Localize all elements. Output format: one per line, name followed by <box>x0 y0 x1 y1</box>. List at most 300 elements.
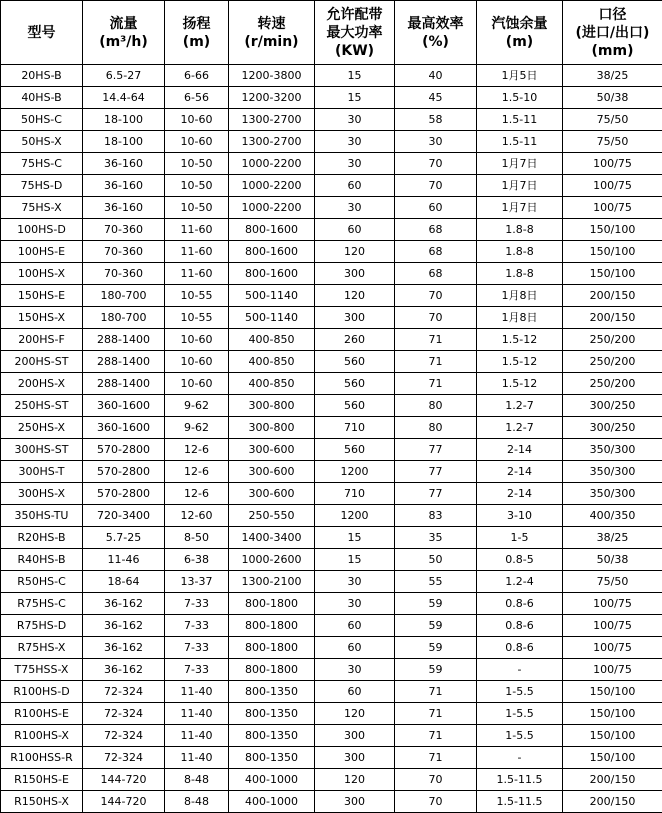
cell-efficiency: 58 <box>395 109 477 131</box>
table-row <box>1 483 662 505</box>
table-row <box>1 461 662 483</box>
cell-speed: 800-1600 <box>229 241 315 263</box>
cell-max-power: 300 <box>315 263 395 285</box>
cell-efficiency: 71 <box>395 373 477 395</box>
cell-npsh: 1.5-11 <box>477 131 563 153</box>
cell-speed: 400-1000 <box>229 769 315 791</box>
cell-diameter: 400/350 <box>563 505 662 527</box>
table-row <box>1 615 662 637</box>
cell-efficiency: 80 <box>395 417 477 439</box>
cell-efficiency: 80 <box>395 395 477 417</box>
cell-head: 8-48 <box>165 791 229 813</box>
col-header-flow: 流量 (m³/h) <box>83 1 165 65</box>
cell-efficiency: 71 <box>395 329 477 351</box>
cell-flow: 36-160 <box>83 197 165 219</box>
cell-model: R100HS-E <box>1 703 83 725</box>
cell-flow: 18-64 <box>83 571 165 593</box>
cell-efficiency: 45 <box>395 87 477 109</box>
cell-model: R150HS-X <box>1 791 83 813</box>
cell-diameter: 200/150 <box>563 769 662 791</box>
cell-flow: 360-1600 <box>83 395 165 417</box>
cell-speed: 1400-3400 <box>229 527 315 549</box>
cell-npsh: 1.5-11.5 <box>477 769 563 791</box>
table-row <box>1 351 662 373</box>
cell-npsh: 1.2-4 <box>477 571 563 593</box>
cell-efficiency: 71 <box>395 703 477 725</box>
cell-max-power: 120 <box>315 703 395 725</box>
col-header-npsh: 汽蚀余量 (m) <box>477 1 563 65</box>
cell-efficiency: 59 <box>395 593 477 615</box>
table-row <box>1 505 662 527</box>
cell-diameter: 38/25 <box>563 527 662 549</box>
cell-diameter: 100/75 <box>563 659 662 681</box>
cell-head: 11-40 <box>165 703 229 725</box>
cell-diameter: 75/50 <box>563 571 662 593</box>
cell-max-power: 120 <box>315 241 395 263</box>
cell-model: R100HSS-R <box>1 747 83 769</box>
cell-model: 350HS-TU <box>1 505 83 527</box>
cell-flow: 288-1400 <box>83 351 165 373</box>
cell-model: R75HS-C <box>1 593 83 615</box>
cell-flow: 360-1600 <box>83 417 165 439</box>
cell-diameter: 38/25 <box>563 65 662 87</box>
cell-max-power: 1200 <box>315 461 395 483</box>
cell-max-power: 710 <box>315 417 395 439</box>
cell-model: R75HS-X <box>1 637 83 659</box>
cell-max-power: 260 <box>315 329 395 351</box>
cell-npsh: 1.5-12 <box>477 373 563 395</box>
cell-speed: 250-550 <box>229 505 315 527</box>
cell-head: 6-66 <box>165 65 229 87</box>
cell-diameter: 150/100 <box>563 219 662 241</box>
cell-efficiency: 70 <box>395 153 477 175</box>
cell-flow: 72-324 <box>83 725 165 747</box>
cell-diameter: 150/100 <box>563 747 662 769</box>
cell-flow: 18-100 <box>83 131 165 153</box>
cell-npsh: 1月7日 <box>477 197 563 219</box>
cell-diameter: 100/75 <box>563 153 662 175</box>
cell-flow: 144-720 <box>83 791 165 813</box>
cell-speed: 1000-2200 <box>229 175 315 197</box>
cell-flow: 14.4-64 <box>83 87 165 109</box>
table-row <box>1 549 662 571</box>
cell-npsh: 1-5.5 <box>477 725 563 747</box>
cell-model: 200HS-ST <box>1 351 83 373</box>
cell-speed: 800-1800 <box>229 615 315 637</box>
cell-speed: 1000-2600 <box>229 549 315 571</box>
cell-efficiency: 77 <box>395 483 477 505</box>
cell-flow: 70-360 <box>83 263 165 285</box>
cell-flow: 288-1400 <box>83 329 165 351</box>
cell-model: 40HS-B <box>1 87 83 109</box>
cell-flow: 288-1400 <box>83 373 165 395</box>
cell-max-power: 30 <box>315 197 395 219</box>
cell-speed: 800-1350 <box>229 681 315 703</box>
table-row <box>1 417 662 439</box>
cell-head: 10-60 <box>165 109 229 131</box>
cell-flow: 70-360 <box>83 219 165 241</box>
cell-model: 300HS-ST <box>1 439 83 461</box>
cell-max-power: 60 <box>315 219 395 241</box>
cell-flow: 36-162 <box>83 593 165 615</box>
cell-npsh: 1月8日 <box>477 307 563 329</box>
cell-npsh: 1.5-12 <box>477 329 563 351</box>
cell-flow: 144-720 <box>83 769 165 791</box>
cell-speed: 400-850 <box>229 373 315 395</box>
cell-head: 8-48 <box>165 769 229 791</box>
cell-max-power: 15 <box>315 527 395 549</box>
cell-model: R40HS-B <box>1 549 83 571</box>
cell-speed: 1300-2100 <box>229 571 315 593</box>
cell-flow: 36-160 <box>83 175 165 197</box>
table-row <box>1 659 662 681</box>
cell-flow: 570-2800 <box>83 461 165 483</box>
cell-model: 200HS-X <box>1 373 83 395</box>
cell-npsh: 1.8-8 <box>477 219 563 241</box>
col-header-diameter: 口径 (进口/出口) (mm) <box>563 1 662 65</box>
cell-model: 300HS-X <box>1 483 83 505</box>
cell-speed: 1300-2700 <box>229 109 315 131</box>
table-row <box>1 725 662 747</box>
cell-head: 10-60 <box>165 329 229 351</box>
cell-npsh: 1.8-8 <box>477 263 563 285</box>
cell-max-power: 120 <box>315 285 395 307</box>
cell-npsh: 0.8-6 <box>477 637 563 659</box>
cell-flow: 36-162 <box>83 615 165 637</box>
cell-diameter: 50/38 <box>563 549 662 571</box>
cell-flow: 36-162 <box>83 637 165 659</box>
cell-flow: 180-700 <box>83 285 165 307</box>
cell-speed: 800-1350 <box>229 747 315 769</box>
cell-diameter: 50/38 <box>563 87 662 109</box>
cell-diameter: 350/300 <box>563 439 662 461</box>
table-row <box>1 307 662 329</box>
cell-max-power: 120 <box>315 769 395 791</box>
cell-model: R50HS-C <box>1 571 83 593</box>
cell-head: 7-33 <box>165 659 229 681</box>
cell-speed: 800-1600 <box>229 263 315 285</box>
cell-model: T75HSS-X <box>1 659 83 681</box>
cell-npsh: 2-14 <box>477 461 563 483</box>
table-row <box>1 439 662 461</box>
cell-model: R100HS-D <box>1 681 83 703</box>
cell-head: 10-55 <box>165 285 229 307</box>
table-row <box>1 131 662 153</box>
cell-max-power: 560 <box>315 351 395 373</box>
cell-model: 100HS-D <box>1 219 83 241</box>
cell-efficiency: 68 <box>395 263 477 285</box>
table-row <box>1 241 662 263</box>
cell-npsh: 0.8-6 <box>477 593 563 615</box>
cell-speed: 300-600 <box>229 439 315 461</box>
table-row <box>1 593 662 615</box>
cell-efficiency: 71 <box>395 351 477 373</box>
table-row <box>1 65 662 87</box>
cell-efficiency: 70 <box>395 769 477 791</box>
cell-speed: 300-600 <box>229 483 315 505</box>
cell-speed: 400-1000 <box>229 791 315 813</box>
cell-npsh: 1.2-7 <box>477 395 563 417</box>
cell-diameter: 200/150 <box>563 285 662 307</box>
cell-max-power: 300 <box>315 725 395 747</box>
cell-head: 11-40 <box>165 681 229 703</box>
cell-head: 10-60 <box>165 351 229 373</box>
cell-max-power: 15 <box>315 87 395 109</box>
cell-speed: 800-1350 <box>229 703 315 725</box>
cell-max-power: 710 <box>315 483 395 505</box>
cell-head: 12-6 <box>165 483 229 505</box>
cell-head: 10-60 <box>165 373 229 395</box>
table-row <box>1 527 662 549</box>
cell-flow: 36-160 <box>83 153 165 175</box>
cell-head: 11-40 <box>165 747 229 769</box>
cell-efficiency: 71 <box>395 681 477 703</box>
cell-speed: 1000-2200 <box>229 153 315 175</box>
cell-diameter: 300/250 <box>563 395 662 417</box>
cell-head: 10-60 <box>165 131 229 153</box>
cell-max-power: 15 <box>315 549 395 571</box>
col-header-max-power: 允许配带 最大功率 (KW) <box>315 1 395 65</box>
cell-flow: 180-700 <box>83 307 165 329</box>
cell-diameter: 150/100 <box>563 681 662 703</box>
table-row <box>1 681 662 703</box>
cell-max-power: 560 <box>315 395 395 417</box>
cell-efficiency: 70 <box>395 791 477 813</box>
cell-speed: 800-1600 <box>229 219 315 241</box>
cell-diameter: 75/50 <box>563 131 662 153</box>
cell-head: 11-60 <box>165 219 229 241</box>
cell-efficiency: 70 <box>395 175 477 197</box>
cell-max-power: 60 <box>315 175 395 197</box>
cell-efficiency: 60 <box>395 197 477 219</box>
cell-efficiency: 59 <box>395 615 477 637</box>
cell-diameter: 350/300 <box>563 461 662 483</box>
cell-efficiency: 55 <box>395 571 477 593</box>
cell-efficiency: 77 <box>395 439 477 461</box>
cell-flow: 5.7-25 <box>83 527 165 549</box>
cell-speed: 400-850 <box>229 351 315 373</box>
table-row <box>1 87 662 109</box>
cell-speed: 1200-3200 <box>229 87 315 109</box>
cell-efficiency: 77 <box>395 461 477 483</box>
cell-model: 100HS-X <box>1 263 83 285</box>
cell-npsh: 0.8-6 <box>477 615 563 637</box>
table-row <box>1 219 662 241</box>
cell-npsh: 1月5日 <box>477 65 563 87</box>
table-row <box>1 175 662 197</box>
cell-efficiency: 83 <box>395 505 477 527</box>
cell-npsh: 1-5.5 <box>477 681 563 703</box>
cell-head: 10-50 <box>165 175 229 197</box>
table-row <box>1 747 662 769</box>
cell-head: 12-6 <box>165 461 229 483</box>
table-row <box>1 769 662 791</box>
cell-max-power: 15 <box>315 65 395 87</box>
cell-max-power: 560 <box>315 373 395 395</box>
cell-npsh: 1月8日 <box>477 285 563 307</box>
cell-max-power: 1200 <box>315 505 395 527</box>
table-row <box>1 285 662 307</box>
cell-speed: 300-800 <box>229 417 315 439</box>
cell-diameter: 150/100 <box>563 263 662 285</box>
cell-efficiency: 71 <box>395 725 477 747</box>
cell-head: 6-38 <box>165 549 229 571</box>
cell-model: 150HS-E <box>1 285 83 307</box>
cell-max-power: 30 <box>315 593 395 615</box>
cell-npsh: 1月7日 <box>477 175 563 197</box>
cell-model: 20HS-B <box>1 65 83 87</box>
cell-model: 75HS-D <box>1 175 83 197</box>
cell-head: 13-37 <box>165 571 229 593</box>
cell-flow: 570-2800 <box>83 439 165 461</box>
cell-model: R100HS-X <box>1 725 83 747</box>
cell-max-power: 300 <box>315 307 395 329</box>
cell-head: 10-50 <box>165 153 229 175</box>
cell-head: 8-50 <box>165 527 229 549</box>
cell-npsh: - <box>477 659 563 681</box>
cell-head: 10-50 <box>165 197 229 219</box>
cell-max-power: 30 <box>315 131 395 153</box>
cell-speed: 500-1140 <box>229 307 315 329</box>
table-row <box>1 329 662 351</box>
cell-head: 7-33 <box>165 615 229 637</box>
cell-model: 75HS-C <box>1 153 83 175</box>
cell-diameter: 350/300 <box>563 483 662 505</box>
cell-head: 10-55 <box>165 307 229 329</box>
cell-diameter: 100/75 <box>563 593 662 615</box>
cell-speed: 800-1800 <box>229 659 315 681</box>
cell-max-power: 30 <box>315 659 395 681</box>
cell-efficiency: 50 <box>395 549 477 571</box>
col-header-efficiency: 最高效率 (%) <box>395 1 477 65</box>
table-body <box>1 65 662 813</box>
cell-max-power: 30 <box>315 109 395 131</box>
cell-diameter: 200/150 <box>563 791 662 813</box>
table-row <box>1 153 662 175</box>
cell-diameter: 250/200 <box>563 373 662 395</box>
cell-diameter: 100/75 <box>563 175 662 197</box>
cell-npsh: 1.5-12 <box>477 351 563 373</box>
cell-max-power: 30 <box>315 153 395 175</box>
cell-speed: 300-600 <box>229 461 315 483</box>
cell-head: 7-33 <box>165 593 229 615</box>
cell-npsh: - <box>477 747 563 769</box>
cell-head: 12-60 <box>165 505 229 527</box>
cell-npsh: 1-5.5 <box>477 703 563 725</box>
cell-speed: 300-800 <box>229 395 315 417</box>
cell-model: 150HS-X <box>1 307 83 329</box>
cell-speed: 800-1350 <box>229 725 315 747</box>
cell-model: R150HS-E <box>1 769 83 791</box>
cell-npsh: 1-5 <box>477 527 563 549</box>
cell-head: 11-60 <box>165 241 229 263</box>
cell-diameter: 250/200 <box>563 351 662 373</box>
cell-npsh: 3-10 <box>477 505 563 527</box>
cell-flow: 72-324 <box>83 681 165 703</box>
cell-flow: 70-360 <box>83 241 165 263</box>
table-row <box>1 395 662 417</box>
cell-model: 250HS-X <box>1 417 83 439</box>
cell-max-power: 300 <box>315 747 395 769</box>
cell-max-power: 300 <box>315 791 395 813</box>
cell-diameter: 100/75 <box>563 637 662 659</box>
cell-model: 250HS-ST <box>1 395 83 417</box>
cell-max-power: 60 <box>315 681 395 703</box>
cell-npsh: 0.8-5 <box>477 549 563 571</box>
cell-npsh: 1.2-7 <box>477 417 563 439</box>
cell-diameter: 100/75 <box>563 615 662 637</box>
cell-speed: 500-1140 <box>229 285 315 307</box>
cell-diameter: 150/100 <box>563 725 662 747</box>
cell-diameter: 250/200 <box>563 329 662 351</box>
cell-model: 50HS-X <box>1 131 83 153</box>
cell-diameter: 200/150 <box>563 307 662 329</box>
cell-model: 200HS-F <box>1 329 83 351</box>
cell-head: 11-40 <box>165 725 229 747</box>
cell-efficiency: 30 <box>395 131 477 153</box>
table-row <box>1 109 662 131</box>
cell-diameter: 150/100 <box>563 241 662 263</box>
cell-speed: 1200-3800 <box>229 65 315 87</box>
cell-flow: 720-3400 <box>83 505 165 527</box>
cell-model: 100HS-E <box>1 241 83 263</box>
cell-speed: 800-1800 <box>229 593 315 615</box>
cell-efficiency: 68 <box>395 219 477 241</box>
cell-efficiency: 35 <box>395 527 477 549</box>
cell-speed: 800-1800 <box>229 637 315 659</box>
table-row <box>1 637 662 659</box>
header-row <box>1 1 662 65</box>
cell-flow: 570-2800 <box>83 483 165 505</box>
col-header-speed: 转速 (r/min) <box>229 1 315 65</box>
cell-max-power: 30 <box>315 571 395 593</box>
cell-head: 9-62 <box>165 395 229 417</box>
cell-head: 11-60 <box>165 263 229 285</box>
table-header <box>1 1 662 65</box>
cell-diameter: 75/50 <box>563 109 662 131</box>
table-row <box>1 571 662 593</box>
cell-head: 6-56 <box>165 87 229 109</box>
cell-efficiency: 59 <box>395 659 477 681</box>
col-header-model: 型号 <box>1 1 83 65</box>
cell-diameter: 100/75 <box>563 197 662 219</box>
cell-model: R75HS-D <box>1 615 83 637</box>
cell-diameter: 300/250 <box>563 417 662 439</box>
cell-head: 7-33 <box>165 637 229 659</box>
cell-efficiency: 59 <box>395 637 477 659</box>
cell-efficiency: 40 <box>395 65 477 87</box>
table-row <box>1 703 662 725</box>
cell-max-power: 60 <box>315 615 395 637</box>
cell-diameter: 150/100 <box>563 703 662 725</box>
cell-speed: 1300-2700 <box>229 131 315 153</box>
cell-speed: 1000-2200 <box>229 197 315 219</box>
cell-npsh: 1.8-8 <box>477 241 563 263</box>
table-row <box>1 791 662 813</box>
cell-flow: 11-46 <box>83 549 165 571</box>
cell-efficiency: 68 <box>395 241 477 263</box>
cell-flow: 6.5-27 <box>83 65 165 87</box>
cell-efficiency: 70 <box>395 307 477 329</box>
cell-efficiency: 70 <box>395 285 477 307</box>
col-header-head: 扬程 (m) <box>165 1 229 65</box>
cell-npsh: 2-14 <box>477 483 563 505</box>
cell-flow: 18-100 <box>83 109 165 131</box>
cell-model: 300HS-T <box>1 461 83 483</box>
cell-efficiency: 71 <box>395 747 477 769</box>
table-row <box>1 263 662 285</box>
table-row <box>1 373 662 395</box>
